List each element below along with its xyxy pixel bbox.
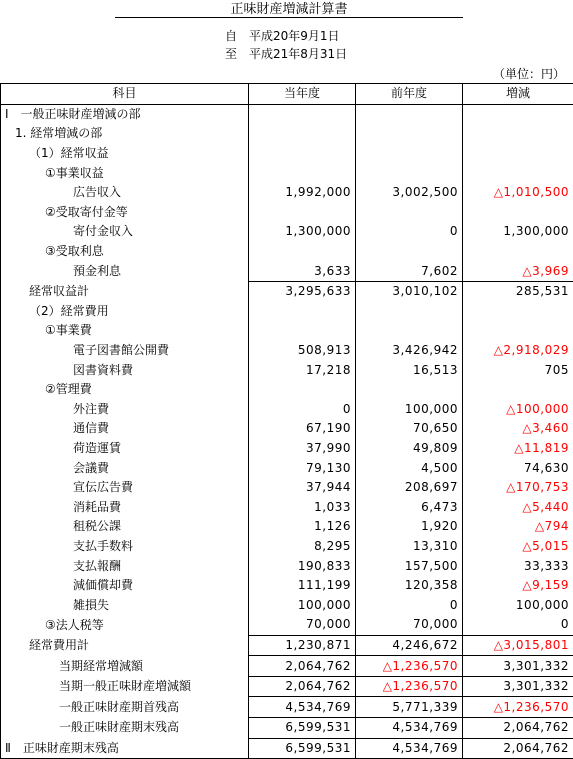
current-value [249, 104, 356, 124]
current-value: 6,599,531 [249, 718, 356, 739]
current-value: 4,534,769 [249, 697, 356, 718]
table-row [1, 380, 573, 400]
current-value [249, 203, 356, 223]
change-value: △3,460 [463, 419, 573, 439]
change-value: 1,300,000 [463, 222, 573, 242]
row-label: Ⅱ 正味財産期末残高 [1, 738, 249, 759]
current-value: 70,000 [249, 615, 356, 635]
row-label: 通信費 [1, 419, 249, 439]
current-value: 8,295 [249, 537, 356, 557]
table-row [1, 124, 573, 144]
row-label: 経常費用計 [1, 635, 249, 656]
table-row [1, 697, 573, 718]
table-row [1, 478, 573, 498]
change-value [463, 124, 573, 144]
previous-value: 1,920 [356, 517, 463, 537]
row-label: 雑損失 [1, 595, 249, 615]
table-row [1, 261, 573, 281]
table-row [1, 321, 573, 341]
table-row [1, 517, 573, 537]
previous-value [356, 163, 463, 183]
current-value: 100,000 [249, 595, 356, 615]
previous-value: 3,010,102 [356, 281, 463, 301]
change-value: △11,819 [463, 439, 573, 459]
row-label: 預金利息 [1, 261, 249, 281]
current-value: 67,190 [249, 419, 356, 439]
previous-value: 100,000 [356, 400, 463, 420]
table-row [1, 203, 573, 223]
table-row [1, 576, 573, 596]
change-value: △3,969 [463, 261, 573, 281]
previous-value: 3,426,942 [356, 341, 463, 361]
change-value: 33,333 [463, 556, 573, 576]
change-value [463, 380, 573, 400]
header-current: 当年度 [249, 84, 356, 105]
current-value: 1,300,000 [249, 222, 356, 242]
change-value: 0 [463, 615, 573, 635]
change-value: △794 [463, 517, 573, 537]
table-row [1, 163, 573, 183]
previous-value: 4,246,672 [356, 635, 463, 656]
row-label: 広告収入 [1, 183, 249, 203]
current-value: 3,295,633 [249, 281, 356, 301]
change-value: △5,015 [463, 537, 573, 557]
current-value: 6,599,531 [249, 738, 356, 759]
current-value: 3,633 [249, 261, 356, 281]
statement-body [1, 104, 573, 759]
row-label: ①事業費 [1, 321, 249, 341]
change-value: 100,000 [463, 595, 573, 615]
row-label: ②管理費 [1, 380, 249, 400]
table-row [1, 222, 573, 242]
current-value [249, 124, 356, 144]
row-label: ①事業収益 [1, 163, 249, 183]
change-value [463, 104, 573, 124]
row-label: 経常収益計 [1, 281, 249, 301]
previous-value: 16,513 [356, 360, 463, 380]
change-value: △3,015,801 [463, 635, 573, 656]
current-value: 37,990 [249, 439, 356, 459]
previous-value: 208,697 [356, 478, 463, 498]
header-row [1, 84, 573, 105]
current-value: 508,913 [249, 341, 356, 361]
previous-value [356, 203, 463, 223]
previous-value [356, 124, 463, 144]
current-value: 2,064,762 [249, 656, 356, 677]
change-value: 705 [463, 360, 573, 380]
current-value: 2,064,762 [249, 676, 356, 697]
row-label: 1. 経常増減の部 [1, 124, 249, 144]
table-row [1, 738, 573, 759]
table-row [1, 183, 573, 203]
table-row [1, 656, 573, 677]
change-value: 285,531 [463, 281, 573, 301]
change-value [463, 321, 573, 341]
table-row [1, 718, 573, 739]
current-value: 0 [249, 400, 356, 420]
table-row [1, 635, 573, 656]
current-value: 190,833 [249, 556, 356, 576]
change-value: △1,010,500 [463, 183, 573, 203]
change-value: △1,236,570 [463, 697, 573, 718]
row-label: 一般正味財産期首残高 [1, 697, 249, 718]
table-row [1, 595, 573, 615]
previous-value [356, 380, 463, 400]
current-value [249, 242, 356, 262]
table-row [1, 458, 573, 478]
current-value: 1,126 [249, 517, 356, 537]
current-value [249, 321, 356, 341]
current-value [249, 302, 356, 322]
previous-value: 4,534,769 [356, 718, 463, 739]
previous-value: 0 [356, 222, 463, 242]
table-row [1, 104, 573, 124]
current-value: 111,199 [249, 576, 356, 596]
change-value: △170,753 [463, 478, 573, 498]
row-label: 当期経常増減額 [1, 656, 249, 677]
table-row [1, 497, 573, 517]
change-value: △5,440 [463, 497, 573, 517]
previous-value: △1,236,570 [356, 656, 463, 677]
row-label: 荷造運賃 [1, 439, 249, 459]
document-title: 正味財産増減計算書 [115, 3, 463, 17]
previous-value: 4,500 [356, 458, 463, 478]
change-value [463, 144, 573, 164]
table-row [1, 419, 573, 439]
current-value: 1,992,000 [249, 183, 356, 203]
previous-value: 7,602 [356, 261, 463, 281]
period-from: 自 平成20年9月1日 [225, 29, 340, 43]
table-row [1, 341, 573, 361]
table-row [1, 360, 573, 380]
change-value: △9,159 [463, 576, 573, 596]
previous-value: △1,236,570 [356, 676, 463, 697]
current-value: 1,033 [249, 497, 356, 517]
row-label: 減価償却費 [1, 576, 249, 596]
change-value: 2,064,762 [463, 718, 573, 739]
change-value: 3,301,332 [463, 676, 573, 697]
row-label: （2）経常費用 [1, 302, 249, 322]
current-value: 37,944 [249, 478, 356, 498]
row-label: ③法人税等 [1, 615, 249, 635]
table-row [1, 676, 573, 697]
change-value [463, 302, 573, 322]
table-row [1, 537, 573, 557]
current-value [249, 380, 356, 400]
previous-value: 5,771,339 [356, 697, 463, 718]
current-value [249, 144, 356, 164]
change-value: △2,918,029 [463, 341, 573, 361]
previous-value [356, 321, 463, 341]
previous-value: 157,500 [356, 556, 463, 576]
previous-value: 13,310 [356, 537, 463, 557]
previous-value: 0 [356, 595, 463, 615]
change-value: 74,630 [463, 458, 573, 478]
header-previous: 前年度 [356, 84, 463, 105]
previous-value [356, 302, 463, 322]
change-value [463, 242, 573, 262]
table-row [1, 400, 573, 420]
row-label: 租税公課 [1, 517, 249, 537]
table-row [1, 242, 573, 262]
previous-value: 120,358 [356, 576, 463, 596]
row-label: 一般正味財産期末残高 [1, 718, 249, 739]
row-label: 図書資料費 [1, 360, 249, 380]
title-underline [115, 17, 463, 18]
previous-value: 49,809 [356, 439, 463, 459]
header-item: 科目 [1, 84, 249, 105]
previous-value [356, 242, 463, 262]
row-label: Ⅰ 一般正味財産増減の部 [1, 104, 249, 124]
statement-table [0, 83, 573, 759]
row-label: 支払報酬 [1, 556, 249, 576]
table-row [1, 556, 573, 576]
period-to: 至 平成21年8月31日 [225, 47, 347, 61]
row-label: 宣伝広告費 [1, 478, 249, 498]
row-label: 外注費 [1, 400, 249, 420]
row-label: ③受取利息 [1, 242, 249, 262]
unit-label: （単位：円） [493, 68, 565, 81]
header-change: 増減 [463, 84, 573, 105]
previous-value: 3,002,500 [356, 183, 463, 203]
row-label: 当期一般正味財産増減額 [1, 676, 249, 697]
previous-value: 70,000 [356, 615, 463, 635]
change-value [463, 163, 573, 183]
table-row [1, 615, 573, 635]
current-value [249, 163, 356, 183]
row-label: 支払手数料 [1, 537, 249, 557]
current-value: 17,218 [249, 360, 356, 380]
row-label: 会議費 [1, 458, 249, 478]
previous-value: 70,650 [356, 419, 463, 439]
row-label: 寄付金収入 [1, 222, 249, 242]
previous-value: 4,534,769 [356, 738, 463, 759]
row-label: 消耗品費 [1, 497, 249, 517]
change-value: 3,301,332 [463, 656, 573, 677]
previous-value: 6,473 [356, 497, 463, 517]
previous-value [356, 104, 463, 124]
current-value: 1,230,871 [249, 635, 356, 656]
previous-value [356, 144, 463, 164]
row-label: （1）経常収益 [1, 144, 249, 164]
table-row [1, 144, 573, 164]
row-label: 電子図書館公開費 [1, 341, 249, 361]
change-value: 2,064,762 [463, 738, 573, 759]
table-row [1, 439, 573, 459]
change-value [463, 203, 573, 223]
row-label: ②受取寄付金等 [1, 203, 249, 223]
change-value: △100,000 [463, 400, 573, 420]
table-row [1, 281, 573, 301]
table-row [1, 302, 573, 322]
current-value: 79,130 [249, 458, 356, 478]
